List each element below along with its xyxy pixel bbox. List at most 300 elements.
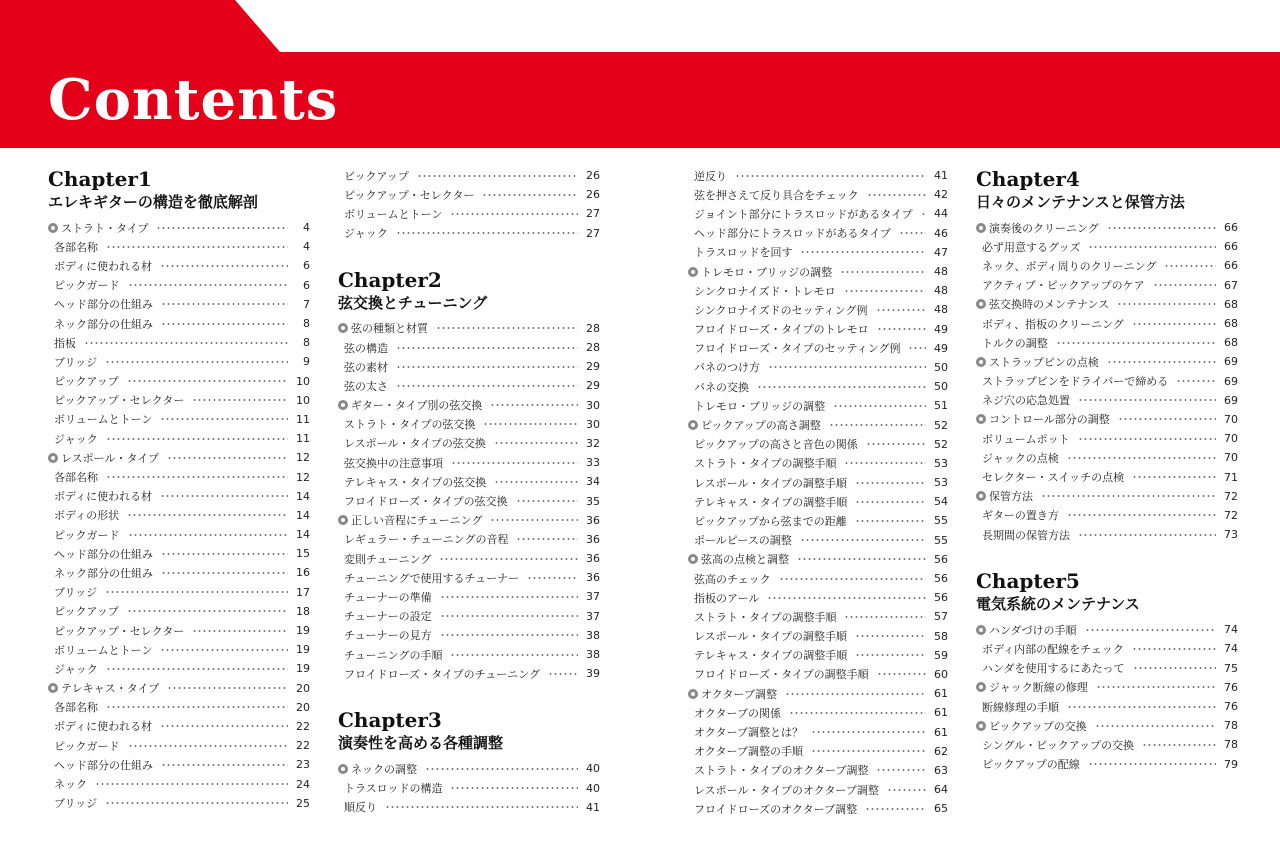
dot-leader [167,687,288,689]
page-number: 34 [586,475,600,489]
dot-leader [1041,495,1216,497]
toc-entry-label: ハンダづけの手順 [989,623,1077,637]
toc-entry[interactable] [48,295,310,314]
page-number: 46 [934,226,948,240]
page-number: 9 [303,355,310,369]
dot-leader [844,290,926,292]
section-bullet-icon [688,554,698,564]
toc-section-entry[interactable] [976,352,1238,371]
toc-entry[interactable] [976,314,1238,333]
toc-section-entry[interactable] [338,759,600,778]
chapter-title: エレキギターの構造を徹底解剖 [48,193,258,211]
dot-leader [1132,476,1216,478]
chapter-heading [338,707,600,753]
toc-entry-label: フロイドローズのオクターブ調整 [694,802,858,816]
toc-entry[interactable] [338,415,600,434]
page-number: 54 [934,495,948,509]
toc-entry-label: ピックアップの交換 [989,719,1087,733]
dot-leader [105,591,288,593]
dot-leader [855,654,926,656]
page-number: 4 [303,240,310,254]
toc-entry[interactable] [688,377,948,396]
dot-leader [450,654,578,656]
toc-entry[interactable] [338,491,600,510]
dot-leader [482,194,578,196]
toc-entry[interactable] [338,607,600,626]
toc-entry-label: ヘッド部分の仕組み [54,758,153,772]
page-number: 49 [934,341,948,355]
dot-leader [887,789,926,791]
toc-entry[interactable] [48,506,310,525]
toc-entry[interactable] [688,665,948,684]
toc-entry[interactable] [48,391,310,410]
toc-entry[interactable] [976,735,1238,754]
toc-entry[interactable] [338,434,600,453]
toc-entry[interactable] [338,204,600,223]
toc-entry-label: ネック部分の仕組み [54,566,153,580]
toc-entry-label: フロイドローズ・タイプのセッティング例 [694,342,901,356]
page-number: 26 [586,188,600,202]
toc-entry-label: 弦交換時のメンテナンス [989,298,1110,312]
dot-leader [867,194,926,196]
chapter-title: 電気系統のメンテナンス [976,595,1140,614]
toc-section-entry[interactable] [976,218,1238,237]
toc-entry[interactable] [48,621,310,640]
toc-entry[interactable] [688,703,948,722]
toc-entry[interactable] [688,396,948,415]
toc-entry[interactable] [688,185,948,204]
dot-leader [1078,438,1216,440]
toc-entry[interactable] [48,410,310,429]
dot-leader [779,578,926,580]
section-bullet-icon [688,267,698,277]
section-bullet-icon [976,721,986,731]
dot-leader [161,323,288,325]
toc-entry[interactable] [688,569,948,588]
toc-entry[interactable] [688,799,948,818]
dot-leader [396,347,578,349]
toc-entry[interactable] [976,256,1238,275]
page-number: 59 [934,648,948,662]
chapter-title: 日々のメンテナンスと保管方法 [976,193,1185,211]
page-number: 4 [303,221,310,235]
page-number: 56 [934,572,948,586]
toc-entry[interactable] [976,372,1238,391]
page-number: 36 [586,532,600,546]
page-number: 44 [934,207,948,221]
page-number: 69 [1224,393,1238,407]
toc-entry-label: レスポール・タイプの調整手順 [694,476,847,490]
section-bullet-icon [48,683,58,693]
toc-entry-label: バネの交換 [694,380,749,394]
toc-entry[interactable] [338,185,600,204]
toc-entry[interactable] [48,372,310,391]
page-number: 56 [934,591,948,605]
toc-entry[interactable] [338,587,600,606]
toc-entry[interactable] [688,166,948,185]
toc-entry-label: 弦高の点検と調整 [701,553,789,567]
dot-leader [840,271,926,273]
toc-entry[interactable] [976,755,1238,774]
toc-list [338,319,600,684]
toc-entry-label: ジャック [54,662,98,676]
page-number: 56 [934,552,948,566]
chapter-label: Chapter1 [48,167,152,191]
toc-section-entry[interactable] [976,487,1238,506]
toc-entry-label: 断線修理の手順 [982,700,1059,714]
toc-entry[interactable] [338,664,600,683]
toc-entry[interactable] [338,549,600,568]
toc-entry[interactable] [48,736,310,755]
toc-entry-label: ジャック断線の修理 [989,681,1088,695]
toc-entry-label: シンクロナイズドのセッティング例 [694,303,868,317]
page-number: 68 [1224,317,1238,331]
chapter-label: Chapter3 [338,708,442,733]
dot-leader [160,265,288,267]
toc-section-entry[interactable] [688,550,948,569]
toc-entry-label: オクターブの関係 [694,706,782,720]
toc-entry-label: 弦の構造 [344,341,388,355]
page-number: 7 [303,297,310,311]
toc-entry[interactable] [688,224,948,243]
dot-leader [797,558,926,560]
page-number: 66 [1224,259,1238,273]
toc-entry[interactable] [688,300,948,319]
dot-leader [160,649,288,651]
section-bullet-icon [688,420,698,430]
toc-entry[interactable] [688,281,948,300]
page-number: 10 [296,393,310,407]
section-bullet-icon [976,223,986,233]
page-number: 32 [586,436,600,450]
toc-section-entry[interactable] [976,678,1238,697]
toc-entry[interactable] [688,492,948,511]
page-number: 12 [296,470,310,484]
toc-entry[interactable] [338,376,600,395]
toc-entry[interactable] [338,645,600,664]
dot-leader [127,610,288,612]
dot-leader [439,558,578,560]
dot-leader [1118,418,1216,420]
toc-entry-label: 弦交換中の注意事項 [344,456,443,470]
toc-entry-label: ピックガード [54,528,120,542]
toc-entry[interactable] [48,256,310,275]
toc-entry[interactable] [976,276,1238,295]
toc-entry[interactable] [976,639,1238,658]
toc-entry[interactable] [976,448,1238,467]
section-bullet-icon [338,400,348,410]
toc-entry[interactable] [48,794,310,813]
section-bullet-icon [338,515,348,525]
toc-entry[interactable] [688,473,948,492]
toc-entry[interactable] [976,697,1238,716]
page-number: 71 [1224,470,1238,484]
toc-entry[interactable] [48,698,310,717]
toc-entry[interactable] [976,659,1238,678]
toc-entry[interactable] [338,453,600,472]
dot-leader [800,539,926,541]
toc-entry-label: 逆反り [694,169,727,183]
dot-leader [877,328,926,330]
toc-entry[interactable] [338,166,600,185]
toc-entry[interactable] [688,761,948,780]
toc-entry[interactable] [688,646,948,665]
page-number: 68 [1224,336,1238,350]
toc-section-entry[interactable] [338,396,600,415]
dot-leader [1067,457,1216,459]
page-number: 10 [296,374,310,388]
toc-entry[interactable] [48,717,310,736]
toc-section-entry[interactable] [976,620,1238,639]
dot-leader [84,342,288,344]
toc-entry[interactable] [48,467,310,486]
toc-section-entry[interactable] [976,716,1238,735]
toc-entry[interactable] [976,391,1238,410]
toc-column-2 [338,166,600,817]
page-number: 11 [296,412,310,426]
toc-entry[interactable] [338,626,600,645]
toc-entry-label: トルクの調整 [982,336,1048,350]
page-number: 28 [586,341,600,355]
toc-entry[interactable] [48,333,310,352]
toc-section-entry[interactable] [976,295,1238,314]
page-number: 68 [1224,297,1238,311]
toc-entry-label: バネのつけ方 [694,361,760,375]
page-number: 24 [296,777,310,791]
toc-entry[interactable] [688,320,948,339]
section-bullet-icon [48,453,58,463]
dot-leader [1107,361,1216,363]
toc-section-entry[interactable] [688,684,948,703]
toc-entry[interactable] [688,358,948,377]
page-number: 20 [296,681,310,695]
toc-entry[interactable] [48,525,310,544]
toc-section-entry[interactable] [338,511,600,530]
toc-entry-label: ギター・タイプ別の弦交換 [351,399,483,413]
toc-section-entry[interactable] [688,262,948,281]
page-number: 30 [586,398,600,412]
page-number: 29 [586,379,600,393]
toc-entry-label: ボディ、指板のクリーニング [982,317,1124,331]
toc-section-entry[interactable] [48,448,310,467]
toc-entry-label: レスポール・タイプのオクターブ調整 [694,783,879,797]
page-number: 41 [934,169,948,183]
page-number: 20 [296,700,310,714]
toc-section-entry[interactable] [976,410,1238,429]
toc-entry[interactable] [688,607,948,626]
dot-leader [483,423,578,425]
page-number: 6 [303,278,310,292]
dot-leader [855,501,926,503]
dot-leader [450,213,578,215]
toc-entry[interactable] [688,339,948,358]
page-number: 36 [586,552,600,566]
toc-entry[interactable] [338,472,600,491]
dot-leader [494,481,578,483]
page-number: 70 [1224,412,1238,426]
toc-section-entry[interactable] [688,415,948,434]
dot-leader [1056,342,1216,344]
toc-entry[interactable] [338,357,600,376]
toc-entry[interactable] [688,243,948,262]
toc-entry[interactable] [688,722,948,741]
toc-entry[interactable] [48,237,310,256]
dot-leader [156,227,288,229]
dot-leader [450,787,578,789]
dot-leader [757,386,926,388]
toc-entry[interactable] [688,511,948,530]
toc-entry[interactable] [338,798,600,817]
toc-entry-label: ネック部分の仕組み [54,317,153,331]
toc-entry-label: フロイドローズ・タイプのチューニング [344,667,541,681]
page-number: 40 [586,781,600,795]
page-number: 62 [934,744,948,758]
toc-entry-label: ボディの形状 [54,509,120,523]
toc-entry[interactable] [48,755,310,774]
toc-entry[interactable] [688,204,948,223]
dot-leader [735,175,926,177]
page-number: 30 [586,417,600,431]
toc-section-entry[interactable] [48,218,310,237]
page-title: Contents [48,67,339,133]
toc-entry[interactable] [48,429,310,448]
page-number: 79 [1224,757,1238,771]
dot-leader [1067,706,1216,708]
dot-leader [161,572,288,574]
toc-entry[interactable] [976,333,1238,352]
page-number: 53 [934,476,948,490]
toc-entry-label: ネジ穴の応急処置 [982,394,1070,408]
toc-entry-label: テレキャス・タイプ [61,682,160,696]
page-number: 28 [586,321,600,335]
toc-entry[interactable] [48,276,310,295]
page-number: 69 [1224,355,1238,369]
toc-entry-label: 保管方法 [989,490,1033,504]
toc-entry-label: ストラップピンをドライバーで締める [982,375,1169,389]
toc-entry[interactable] [338,530,600,549]
page-number: 74 [1224,642,1238,656]
dot-leader [548,673,578,675]
toc-entry-label: アクティブ・ピックアップのケア [982,279,1145,293]
toc-entry-label: チューニングの手順 [344,648,443,662]
toc-entry-label: 正しい音程にチューニング [351,514,483,528]
toc-entry[interactable] [976,429,1238,448]
toc-entry-label: ピックアップ・セレクター [54,394,185,408]
section-bullet-icon [976,625,986,635]
toc-entry-label: セレクター・スイッチの点検 [982,471,1125,485]
toc-entry-label: テレキャス・タイプの弦交換 [344,475,487,489]
toc-entry[interactable] [976,467,1238,486]
toc-entry-label: オクターブ調整の手順 [694,745,804,759]
toc-section-entry[interactable] [338,319,600,338]
page-number: 39 [586,667,600,681]
dot-leader [876,309,926,311]
toc-entry[interactable] [688,627,948,646]
toc-section-entry[interactable] [48,679,310,698]
toc-entry[interactable] [338,224,600,243]
toc-entry[interactable] [688,742,948,761]
toc-entry[interactable] [688,588,948,607]
dot-leader [128,534,288,536]
toc-entry-label: チューニングで使用するチューナー [344,571,520,585]
page-number: 49 [934,322,948,336]
dot-leader [789,712,926,714]
toc-entry-label: ピックアップの高さ調整 [701,419,821,433]
toc-entry[interactable] [338,779,600,798]
toc-entry-label: レスポール・タイプ [61,451,159,465]
page-number: 38 [586,648,600,662]
toc-entry[interactable] [688,454,948,473]
toc-entry[interactable] [48,774,310,793]
page-number: 78 [1224,719,1238,733]
toc-entry-label: ボディに使われる材 [54,259,153,273]
chapter-label: Chapter5 [976,569,1080,594]
dot-leader [490,519,578,521]
toc-entry[interactable] [338,568,600,587]
toc-entry[interactable] [48,314,310,333]
toc-entry[interactable] [48,563,310,582]
section-bullet-icon [976,357,986,367]
toc-entry-label: ブリッジ [54,355,98,369]
toc-entry-label: フロイドローズ・タイプの調整手順 [694,668,869,682]
toc-entry[interactable] [976,506,1238,525]
page-number: 70 [1224,451,1238,465]
page-number: 37 [586,609,600,623]
dot-leader [1164,265,1216,267]
toc-entry[interactable] [48,487,310,506]
page-number: 38 [586,628,600,642]
dot-leader [865,808,926,810]
toc-entry[interactable] [338,338,600,357]
toc-entry[interactable] [48,602,310,621]
dot-leader [1095,725,1216,727]
toc-entry-label: ジャック [344,227,388,241]
toc-list [976,218,1238,544]
toc-entry[interactable] [48,659,310,678]
dot-leader [160,495,288,497]
page-number: 27 [586,207,600,221]
dot-leader [494,442,578,444]
chapter-heading [976,568,1238,614]
toc-list [338,759,600,817]
page-number: 36 [586,571,600,585]
toc-entry[interactable] [688,780,948,799]
chapter-label: Chapter2 [338,267,442,292]
toc-entry[interactable] [48,640,310,659]
dot-leader [855,635,926,637]
toc-entry-label: ピックアップの高さと音色の関係 [694,438,858,452]
dot-leader [396,232,578,234]
section-bullet-icon [338,323,348,333]
toc-entry[interactable] [48,583,310,602]
toc-entry[interactable] [976,525,1238,544]
dot-leader [1132,648,1216,650]
toc-entry[interactable] [48,352,310,371]
toc-entry[interactable] [48,544,310,563]
page-number: 60 [934,667,948,681]
page-number: 11 [296,432,310,446]
toc-entry-label: ネック [54,778,87,792]
toc-entry[interactable] [688,531,948,550]
dot-leader [128,745,288,747]
toc-entry[interactable] [688,435,948,454]
dot-leader [855,520,926,522]
dot-leader [95,783,288,785]
page-number: 41 [586,800,600,814]
dot-leader [908,347,926,349]
section-bullet-icon [688,689,698,699]
toc-entry[interactable] [976,237,1238,256]
